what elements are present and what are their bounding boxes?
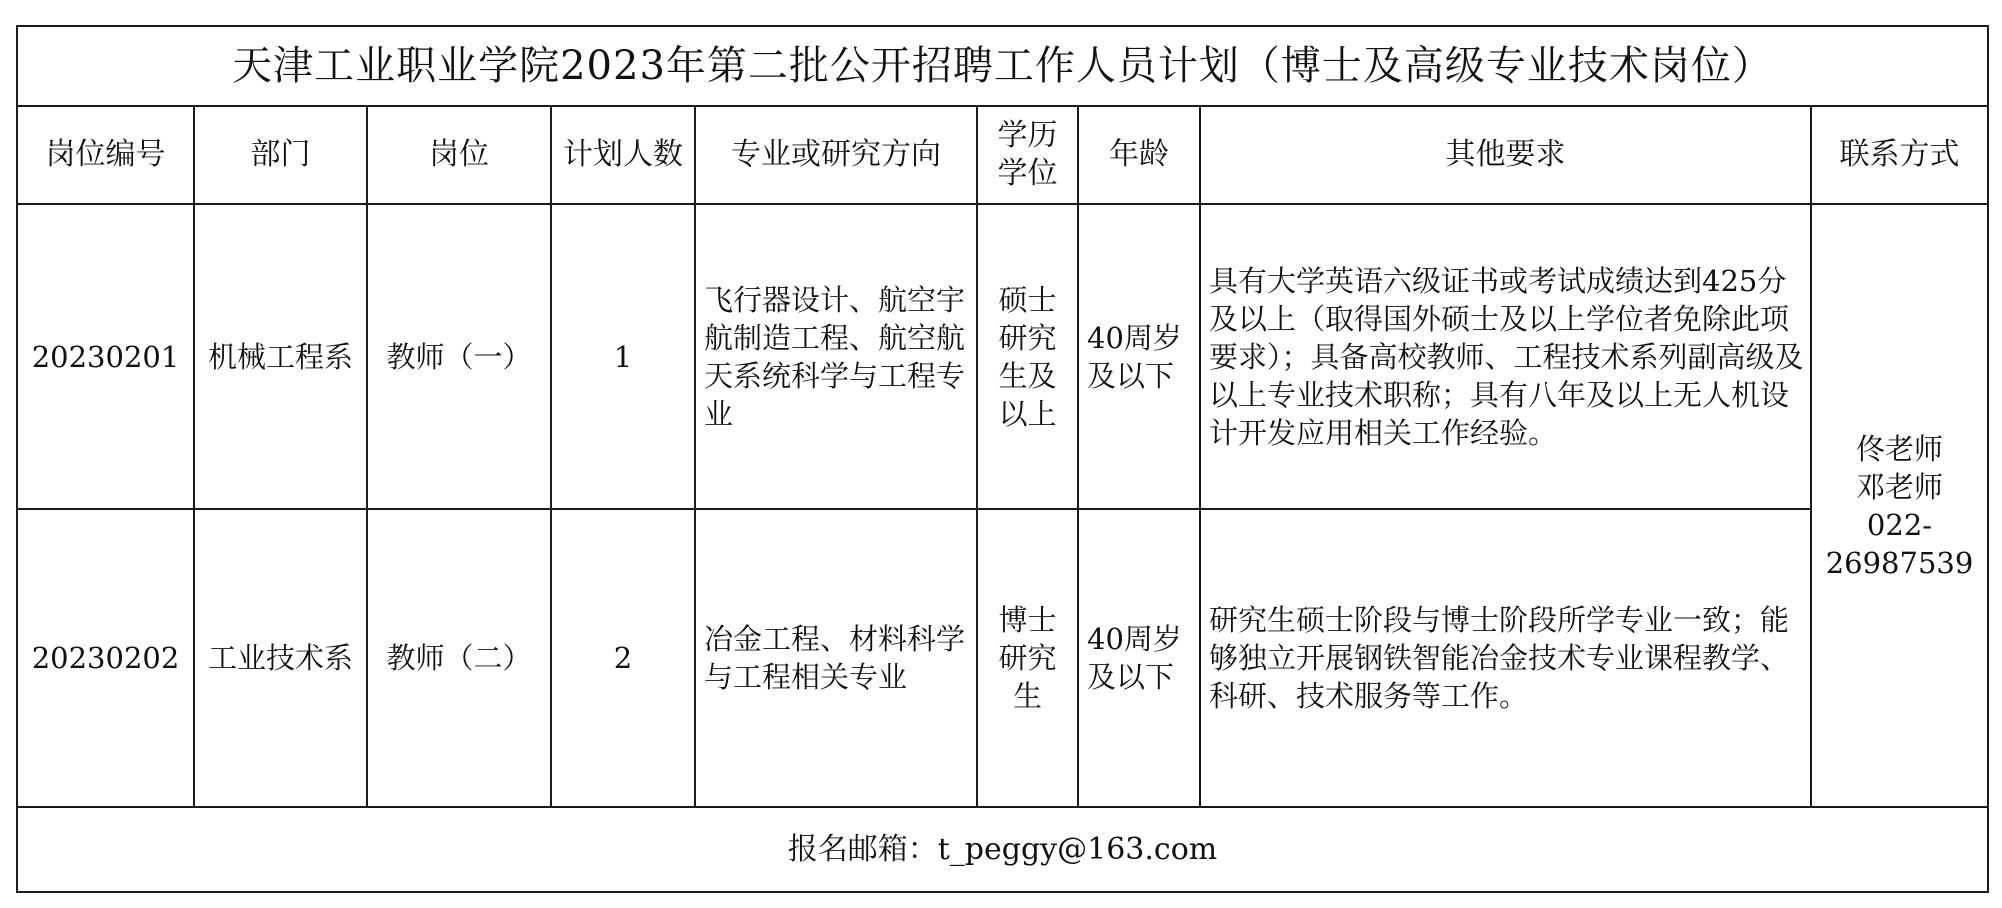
header-position: 岗位 <box>367 106 551 204</box>
requirements-text: 具有大学英语六级证书或考试成绩达到425分及以上（取得国外硕士及以上学位者免除此项要求）；具备高校教师、工程技术系列副高级及以上专业技术职称；具有八年及以上无人机设计开发应用相关工作经验。 <box>1209 263 1804 450</box>
header-major: 专业或研究方向 <box>695 106 977 204</box>
header-department: 部门 <box>194 106 367 204</box>
age-cell <box>1078 509 1200 807</box>
education-line: 研究 <box>998 641 1057 675</box>
department-cell: 工业技术系 <box>194 509 367 807</box>
header-post-code: 岗位编号 <box>17 106 194 204</box>
recruitment-plan-table <box>16 25 1989 893</box>
footer-row <box>17 807 1988 892</box>
table-row <box>17 509 1988 807</box>
major-text: 飞行器设计、航空宇航制造工程、航空航天系统科学与工程专业 <box>704 282 966 431</box>
age-cell <box>1078 204 1200 509</box>
age-text: 40周岁及以下 <box>1087 622 1182 694</box>
age-text: 40周岁及以下 <box>1087 320 1182 393</box>
header-education-line1: 学历 <box>997 118 1058 153</box>
header-requirements: 其他要求 <box>1200 106 1811 204</box>
contact-phone: 26987539 <box>1825 545 1974 580</box>
major-cell <box>695 204 977 509</box>
major-cell <box>695 509 977 807</box>
contact-phone: 022- <box>1866 507 1933 542</box>
header-row <box>17 106 1988 204</box>
header-plan-count: 计划人数 <box>551 106 695 204</box>
post-code-cell: 20230202 <box>17 509 194 807</box>
contact-cell <box>1811 204 1988 807</box>
plan-count-cell: 1 <box>551 204 695 509</box>
position-cell: 教师（一） <box>367 204 551 509</box>
title-row <box>17 26 1988 106</box>
contact-name: 佟老师 <box>1855 431 1943 466</box>
requirements-cell <box>1200 509 1811 807</box>
header-age: 年龄 <box>1078 106 1200 204</box>
education-line: 生 <box>1012 679 1042 713</box>
header-education-line2: 学位 <box>997 156 1058 191</box>
education-cell <box>977 509 1078 807</box>
header-contact: 联系方式 <box>1811 106 1988 204</box>
header-education <box>977 106 1078 204</box>
plan-count-cell: 2 <box>551 509 695 807</box>
education-line: 生及 <box>998 358 1057 393</box>
page-title: 天津工业职业学院2023年第二批公开招聘工作人员计划（博士及高级专业技术岗位） <box>17 26 1988 106</box>
contact-name: 邓老师 <box>1855 469 1943 504</box>
major-text: 冶金工程、材料科学与工程相关专业 <box>704 622 966 694</box>
requirements-text: 研究生硕士阶段与博士阶段所学专业一致；能够独立开展钢铁智能冶金技术专业课程教学、科研、技术服务等工作。 <box>1209 603 1790 713</box>
requirements-cell <box>1200 204 1811 509</box>
education-cell <box>977 204 1078 509</box>
table-row <box>17 204 1988 509</box>
education-line: 硕士 <box>998 282 1057 317</box>
education-line: 博士 <box>998 603 1057 637</box>
department-cell: 机械工程系 <box>194 204 367 509</box>
registration-email: 报名邮箱：t_peggy@163.com <box>17 807 1988 892</box>
education-line: 研究 <box>998 320 1057 355</box>
education-line: 以上 <box>998 396 1057 431</box>
position-cell: 教师（二） <box>367 509 551 807</box>
post-code-cell: 20230201 <box>17 204 194 509</box>
